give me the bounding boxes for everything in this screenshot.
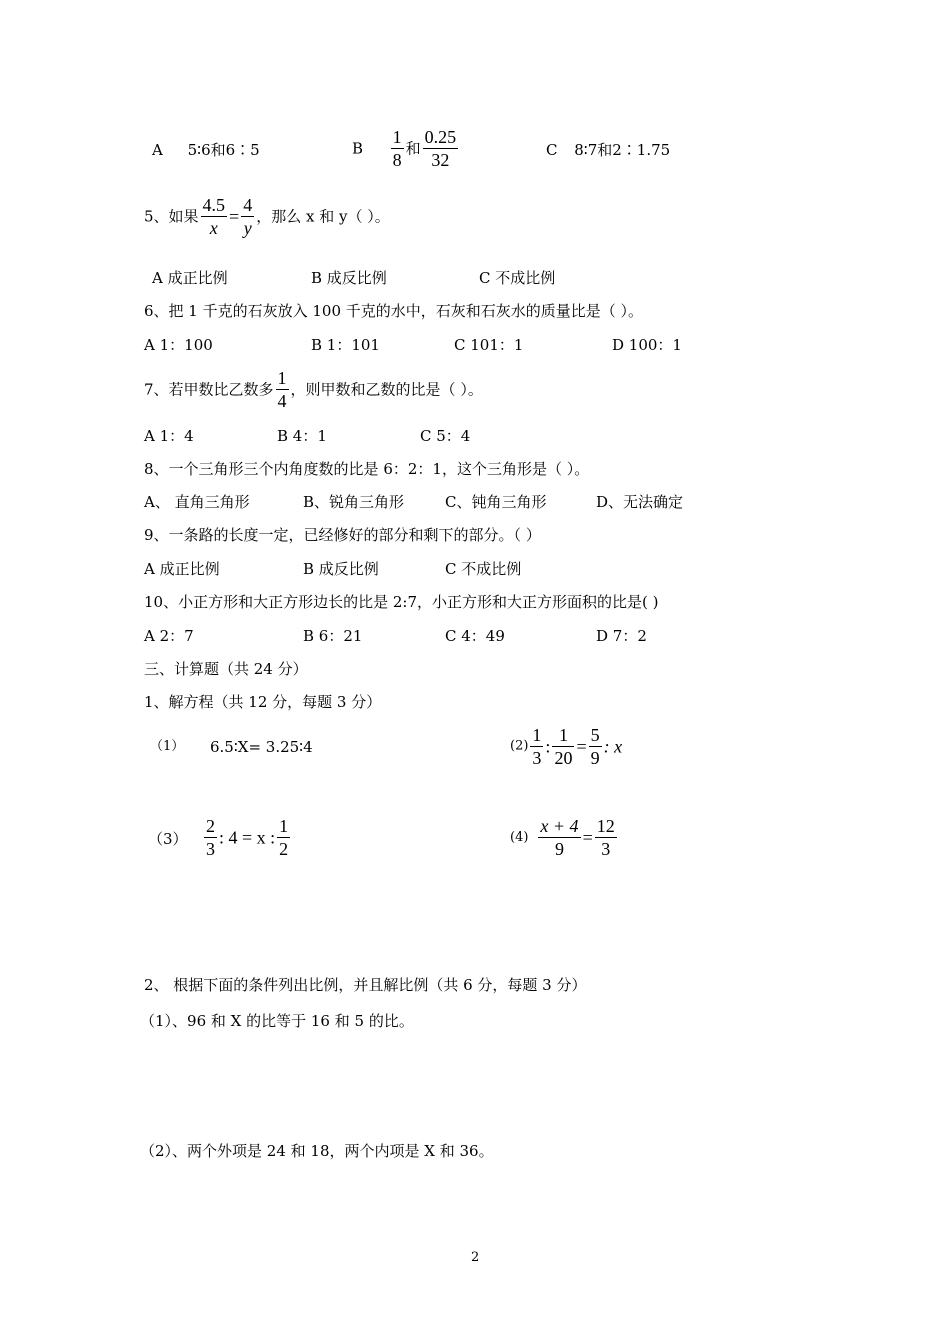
q7-fraction: $\frac{1}{4}$: [277, 368, 287, 411]
q4-option-a-letter: A: [152, 141, 163, 159]
q7-option-a: A 1：4: [144, 427, 194, 445]
q8-option-a: A、 直角三角形: [144, 493, 250, 511]
q4-option-c: [546, 140, 670, 160]
section-3-sub-2-question-2: （2）、两个外项是 24 和 18，两个内项是 X 和 36。: [140, 1142, 494, 1160]
q7-option-b: B 4：1: [277, 427, 327, 445]
equation-4-fraction-2: $\frac{12}{3}$: [596, 816, 615, 859]
q6-option-b: B 1：101: [311, 336, 380, 354]
q5-suffix: ，那么 x 和 y（ ）。: [256, 207, 390, 226]
equation-3-fraction-1: $\frac{2}{3}$: [206, 816, 215, 859]
q7-prefix: 7、若甲数比乙数多: [144, 380, 274, 399]
equation-3-label: （3）: [148, 830, 188, 848]
q5-option-a: A 成正比例: [152, 269, 228, 287]
equation-2: (2) $\frac{1}{3}$ : $\frac{1}{20}$ = $\frac{5}{9}$ : x: [510, 725, 623, 768]
q4-option-b-letter: B: [352, 139, 364, 158]
q4-option-b: B $\frac{1}{8}$ 和 $\frac{0.25}{32}$: [352, 127, 457, 170]
question-9: 9、一条路的长度一定，已经修好的部分和剩下的部分。（ ）: [144, 526, 541, 544]
q7-option-c: C 5：4: [420, 427, 471, 445]
q9-option-c: C 不成比例: [445, 560, 522, 578]
q6-option-d: D 100：1: [612, 336, 682, 354]
q10-option-b: B 6：21: [303, 627, 363, 645]
question-6: 6、把 1 千克的石灰放入 100 千克的水中，石灰和石灰水的质量比是（ ）。: [144, 302, 644, 320]
q5-prefix: 5、如果: [144, 207, 199, 226]
q5-option-c: C 不成比例: [479, 269, 556, 287]
q7-suffix: ，则甲数和乙数的比是（ ）。: [290, 380, 483, 399]
question-7: [144, 367, 483, 412]
q4-option-b-fraction-2: $\frac{0.25}{32}$: [424, 127, 457, 170]
equation-2-label: (2): [510, 738, 529, 754]
q4-option-a: [152, 140, 260, 160]
q10-option-a: A 2：7: [144, 627, 194, 645]
equation-4-fraction-1: $\frac{x + 4}{9}$: [540, 816, 579, 859]
q5-fraction-1: $\frac{4.5}{x}$: [202, 195, 226, 238]
section-3-sub-2: 2、 根据下面的条件列出比例，并且解比例（共 6 分，每题 3 分）: [144, 976, 587, 994]
section-3-title: 三、计算题（共 24 分）: [144, 660, 308, 678]
equation-3-fraction-2: $\frac{1}{2}$: [279, 816, 289, 859]
q5-fraction-2: $\frac{4}{y}$: [243, 195, 253, 238]
equation-2-fraction-2: $\frac{1}{20}$: [554, 725, 573, 768]
q4-option-b-fraction-1: $\frac{1}{8}$: [392, 127, 402, 170]
equation-2-fraction-1: $\frac{1}{3}$: [532, 725, 542, 768]
equation-4-label: (4): [510, 829, 529, 845]
equation-1: 6.5∶X= 3.25∶4: [210, 738, 313, 756]
equation-4: (4) $\frac{x + 4}{9}$ = $\frac{12}{3}$: [510, 816, 615, 859]
q9-option-a: A 成正比例: [144, 560, 220, 578]
q8-option-d: D、无法确定: [596, 493, 684, 511]
question-5: 5、如果 $\frac{4.5}{x}$ = $\frac{4}{y}$ ，那么 x 和 y（ ）。: [144, 195, 390, 238]
page-number: 2: [471, 1250, 480, 1265]
equation-3: $\frac{2}{3}$ : 4 = x : $\frac{1}{2}$: [206, 816, 289, 859]
q10-option-c: C 4：49: [445, 627, 505, 645]
section-3-sub-2-question-1: （1）、96 和 X 的比等于 16 和 5 的比。: [140, 1012, 414, 1030]
q10-option-d: D 7：2: [596, 627, 647, 645]
q5-option-b: B 成反比例: [311, 269, 387, 287]
q8-option-b: B、锐角三角形: [303, 493, 405, 511]
section-3-sub-1: 1、解方程（共 12 分，每题 3 分）: [144, 693, 382, 711]
q9-option-b: B 成反比例: [303, 560, 379, 578]
q4-option-c-letter: C: [546, 141, 558, 159]
q6-option-a: A 1：100: [144, 336, 213, 354]
q4-option-a-text: 5∶6和6∶5: [187, 141, 260, 159]
equation-2-fraction-3: $\frac{5}{9}$: [590, 725, 600, 768]
q6-option-c: C 101：1: [454, 336, 524, 354]
equation-1-label: （1）: [150, 739, 185, 754]
question-10: 10、小正方形和大正方形边长的比是 2:7，小正方形和大正方形面积的比是( ): [144, 593, 659, 611]
q4-option-c-text: 8∶7和2∶1.75: [574, 141, 671, 159]
question-8: 8、一个三角形三个内角度数的比是 6：2：1，这个三角形是（ ）。: [144, 460, 590, 478]
q8-option-c: C、钝角三角形: [445, 493, 547, 511]
